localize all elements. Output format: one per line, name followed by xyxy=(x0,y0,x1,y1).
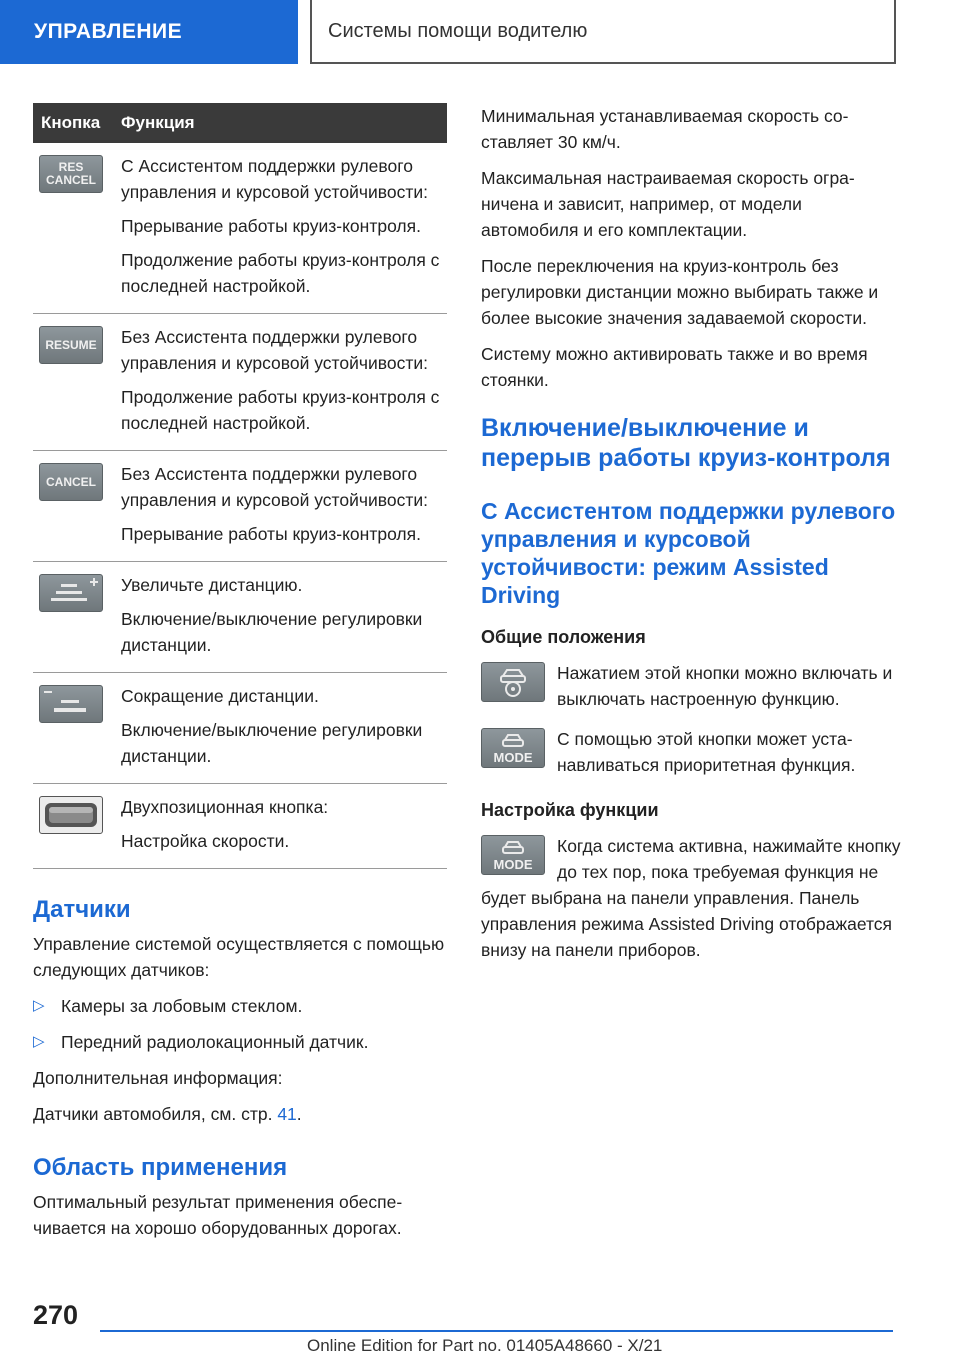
button-function-table xyxy=(33,103,447,869)
onoff-heading: Включение/выключение и перерыв работы круиз-контроля xyxy=(481,414,891,472)
general-text-1: Нажатием этой кнопки можно включать и выключать настроенную функцию. xyxy=(481,660,901,712)
function-text: Продолжение работы круиз-контроля с последней настройкой. xyxy=(121,250,440,296)
function-text: Прерывание работы круиз-контроля. xyxy=(121,524,421,544)
paragraph: Максимальная настраиваемая скорость ограничена и зависит, например, от модели автомобиля и его комплектации. xyxy=(481,168,855,240)
steering-assist-button-icon xyxy=(481,662,545,702)
table-row xyxy=(33,451,447,562)
more-info-label: Дополнительная информация: xyxy=(33,1068,283,1088)
sensors-intro: Управление системой осуществляется с помощью следующих датчиков: xyxy=(33,934,445,980)
function-text: Продолжение работы круиз-контроля с последней настройкой. xyxy=(121,387,440,433)
assisted-driving-heading: С Ассистентом поддержки рулевого управления и курсовой устойчивости: режим Assisted Driving xyxy=(481,498,896,608)
function-text: С Ассистентом поддержки рулевого управления и курсовой устойчивости: xyxy=(121,156,428,202)
list-item: ▷ Камеры за лобовым стеклом. xyxy=(33,993,447,1019)
function-text: Без Ассистента поддержки рулевого управления и курсовой устойчивости: xyxy=(121,327,428,373)
function-text: Сокращение дистанции. xyxy=(121,686,319,706)
footer-divider xyxy=(100,1330,893,1332)
page-number: 270 xyxy=(33,1300,79,1330)
col-header-function: Функция xyxy=(113,103,447,143)
distance-minus-icon xyxy=(39,685,103,723)
application-heading: Область применения xyxy=(33,1154,288,1181)
section-tab: УПРАВЛЕНИЕ xyxy=(0,0,298,64)
paragraph: Минимальная устанавливаемая скорость составляет 30 км/ч. xyxy=(481,106,849,152)
function-text: Включение/выключение регулировки дистанции. xyxy=(121,609,423,655)
general-text-2: MODE С помощью этой кнопки может устанавливаться приоритетная функция. xyxy=(481,726,901,778)
distance-plus-icon xyxy=(39,574,103,612)
cancel-button-icon: CANCEL xyxy=(39,463,103,501)
list-item: ▷ Передний радиолокационный датчик. xyxy=(33,1029,447,1055)
table-row xyxy=(33,673,447,784)
res-cancel-button-icon: RES CANCEL xyxy=(39,155,103,193)
application-text: Оптимальный результат применения обеспечивается на хорошо оборудованных дорогах. xyxy=(33,1192,403,1238)
triangle-bullet-icon: ▷ xyxy=(33,1033,45,1050)
col-header-button: Кнопка xyxy=(33,103,113,143)
left-column xyxy=(33,103,447,1251)
sensors-heading: Датчики xyxy=(33,896,131,923)
page-link[interactable]: 41 xyxy=(277,1104,297,1124)
edition-note: Online Edition for Part no. 01405A48660 - X/21 xyxy=(307,1336,663,1355)
right-column xyxy=(481,103,901,973)
table-row xyxy=(33,143,447,314)
function-text: Настройка скорости. xyxy=(121,831,290,851)
table-row xyxy=(33,784,447,869)
mode-button-icon: MODE xyxy=(481,728,545,768)
resume-button-icon: RESUME xyxy=(39,326,103,364)
function-text: Увеличьте дистанцию. xyxy=(121,575,303,595)
function-text: Прерывание работы круиз-контроля. xyxy=(121,216,421,236)
mode-button-icon: MODE xyxy=(481,835,545,875)
triangle-bullet-icon: ▷ xyxy=(33,997,45,1014)
paragraph: После переключения на круиз-контроль без регулировки дистанции можно выбирать также и более высокие значения задаваемой скорости. xyxy=(481,256,879,328)
general-heading: Общие положения xyxy=(481,627,646,647)
setup-heading: Настройка функции xyxy=(481,800,659,820)
rocker-switch-icon xyxy=(39,796,103,834)
paragraph: Систему можно активировать также и во время стоянки. xyxy=(481,344,868,390)
sensors-reference: Датчики автомобиля, см. стр. 41. xyxy=(33,1104,302,1124)
function-text: Без Ассистента поддержки рулевого управления и курсовой устойчивости: xyxy=(121,464,428,510)
function-text: Включение/выключение регулировки дистанции. xyxy=(121,720,423,766)
sensors-list xyxy=(33,993,447,1055)
setup-text: MODE Когда система активна, нажимайте кнопку до тех пор, пока требуемая функция не будет выбрана на панели управления. Панель управления режима Assisted Driving отображается внизу на панели приборов. xyxy=(481,836,901,960)
table-row xyxy=(33,314,447,451)
function-text: Двухпозиционная кнопка: xyxy=(121,797,329,817)
table-row xyxy=(33,562,447,673)
chapter-title: Системы помощи водителю xyxy=(310,0,896,64)
